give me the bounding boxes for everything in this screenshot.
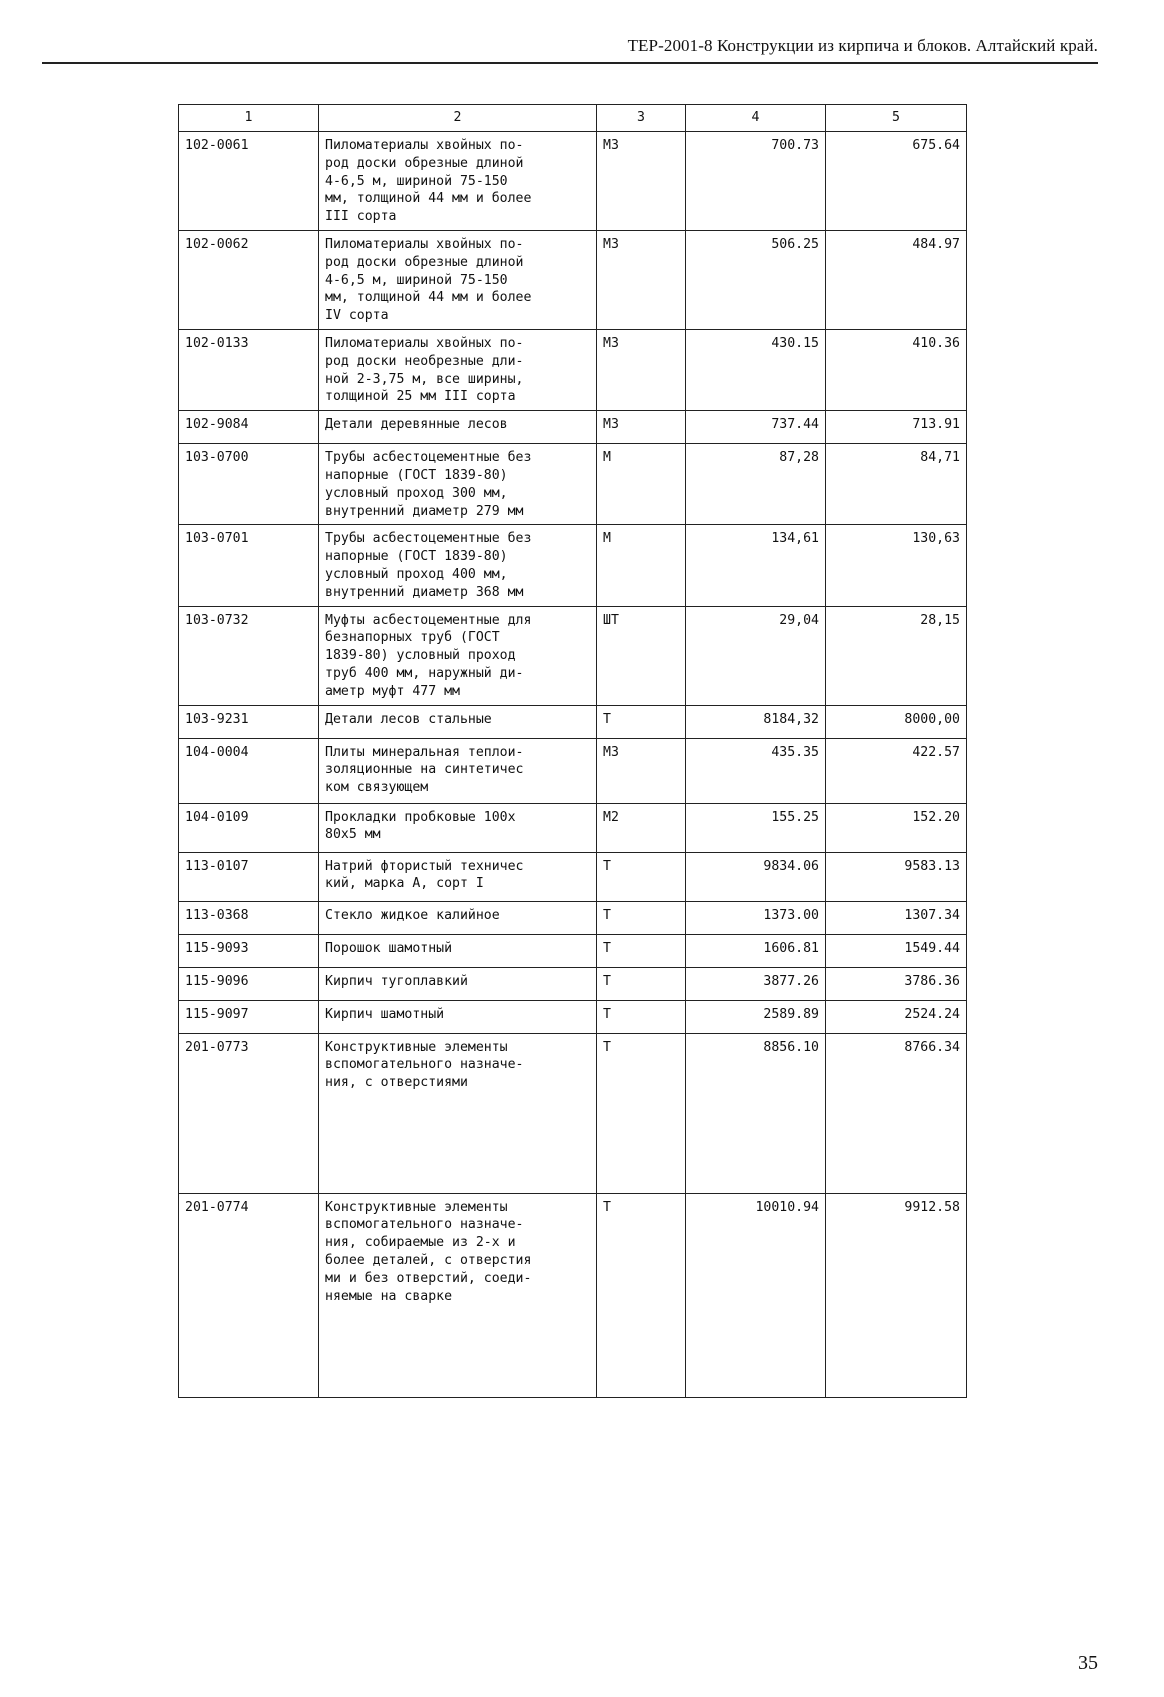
resource-unit: М — [597, 525, 686, 606]
resource-name: Плиты минеральная теплои- золяционные на синтетичес ком связующем — [319, 738, 597, 803]
resource-unit: ШТ — [597, 606, 686, 705]
resource-name: Порошок шамотный — [319, 934, 597, 967]
resource-code: 115-9096 — [179, 967, 319, 1000]
resource-code: 115-9093 — [179, 934, 319, 967]
resource-unit: Т — [597, 967, 686, 1000]
resource-price-1: 2589.89 — [686, 1000, 826, 1033]
resource-price-2: 1549.44 — [826, 934, 967, 967]
resource-price-2: 130,63 — [826, 525, 967, 606]
resource-price-2: 1307.34 — [826, 901, 967, 934]
table-row — [179, 329, 967, 410]
resource-code: 102-0133 — [179, 329, 319, 410]
resource-price-2: 84,71 — [826, 444, 967, 525]
header-rule — [42, 62, 1098, 64]
resource-unit: Т — [597, 1000, 686, 1033]
resource-price-2: 152.20 — [826, 803, 967, 852]
resource-price-2: 484.97 — [826, 230, 967, 329]
resource-price-1: 8184,32 — [686, 705, 826, 738]
resource-name: Пиломатериалы хвойных по- род доски необрезные дли- ной 2-3,75 м, все ширины, толщиной 25 мм III сорта — [319, 329, 597, 410]
resource-code: 102-0061 — [179, 132, 319, 231]
table-row — [179, 411, 967, 444]
resource-unit: Т — [597, 934, 686, 967]
resource-code: 103-9231 — [179, 705, 319, 738]
table-row — [179, 705, 967, 738]
resource-price-1: 737.44 — [686, 411, 826, 444]
resource-price-1: 435.35 — [686, 738, 826, 803]
table-row — [179, 901, 967, 934]
resource-unit: М — [597, 444, 686, 525]
resource-price-1: 29,04 — [686, 606, 826, 705]
resource-unit: Т — [597, 1193, 686, 1397]
resource-code: 113-0368 — [179, 901, 319, 934]
resource-name: Кирпич шамотный — [319, 1000, 597, 1033]
resource-name: Трубы асбестоцементные без напорные (ГОСТ 1839-80) условный проход 400 мм, внутренний диаметр 368 мм — [319, 525, 597, 606]
resource-unit: Т — [597, 852, 686, 901]
column-header-2: 2 — [319, 105, 597, 132]
resource-code: 102-0062 — [179, 230, 319, 329]
table-row — [179, 803, 967, 852]
page-header-title: ТЕР-2001-8 Конструкции из кирпича и блоков. Алтайский край. — [627, 36, 1098, 55]
resource-name: Детали деревянные лесов — [319, 411, 597, 444]
resource-code: 103-0700 — [179, 444, 319, 525]
resource-code: 201-0773 — [179, 1033, 319, 1193]
column-header-3: 3 — [597, 105, 686, 132]
resource-unit: М3 — [597, 132, 686, 231]
resource-name: Стекло жидкое калийное — [319, 901, 597, 934]
resource-code: 104-0004 — [179, 738, 319, 803]
resource-code: 104-0109 — [179, 803, 319, 852]
table-header-row — [179, 105, 967, 132]
resource-price-1: 3877.26 — [686, 967, 826, 1000]
resource-price-1: 700.73 — [686, 132, 826, 231]
resource-price-2: 9583.13 — [826, 852, 967, 901]
resource-name: Натрий фтористый техничес кий, марка А, сорт I — [319, 852, 597, 901]
resource-price-2: 410.36 — [826, 329, 967, 410]
resource-price-2: 8766.34 — [826, 1033, 967, 1193]
resource-name: Конструктивные элементы вспомогательного назначе- ния, с отверстиями — [319, 1033, 597, 1193]
resource-unit: М2 — [597, 803, 686, 852]
resource-price-2: 422.57 — [826, 738, 967, 803]
resource-unit: М3 — [597, 411, 686, 444]
resource-name: Пиломатериалы хвойных по- род доски обрезные длиной 4-6,5 м, шириной 75-150 мм, толщиной 44 мм и более IV сорта — [319, 230, 597, 329]
table-row — [179, 606, 967, 705]
resource-code: 102-9084 — [179, 411, 319, 444]
resource-price-1: 9834.06 — [686, 852, 826, 901]
table-row — [179, 1000, 967, 1033]
resource-price-2: 28,15 — [826, 606, 967, 705]
resource-name: Прокладки пробковые 100х 80х5 мм — [319, 803, 597, 852]
resource-price-2: 713.91 — [826, 411, 967, 444]
table-row — [179, 230, 967, 329]
column-header-5: 5 — [826, 105, 967, 132]
resource-code: 103-0701 — [179, 525, 319, 606]
resource-price-1: 8856.10 — [686, 1033, 826, 1193]
table-row — [179, 1193, 967, 1397]
resource-price-1: 506.25 — [686, 230, 826, 329]
resource-code: 201-0774 — [179, 1193, 319, 1397]
resource-price-1: 1606.81 — [686, 934, 826, 967]
resource-name: Детали лесов стальные — [319, 705, 597, 738]
resource-code: 113-0107 — [179, 852, 319, 901]
table-row — [179, 132, 967, 231]
resource-price-1: 430.15 — [686, 329, 826, 410]
resource-code: 115-9097 — [179, 1000, 319, 1033]
table-row — [179, 967, 967, 1000]
resource-price-1: 1373.00 — [686, 901, 826, 934]
resource-unit: М3 — [597, 230, 686, 329]
resource-price-1: 134,61 — [686, 525, 826, 606]
resource-unit: Т — [597, 901, 686, 934]
column-header-1: 1 — [179, 105, 319, 132]
table-row — [179, 934, 967, 967]
resource-name: Кирпич тугоплавкий — [319, 967, 597, 1000]
table-row — [179, 852, 967, 901]
resource-price-2: 2524.24 — [826, 1000, 967, 1033]
resource-code: 103-0732 — [179, 606, 319, 705]
resource-name: Пиломатериалы хвойных по- род доски обрезные длиной 4-6,5 м, шириной 75-150 мм, толщиной 44 мм и более III сорта — [319, 132, 597, 231]
resource-price-1: 10010.94 — [686, 1193, 826, 1397]
resource-price-2: 9912.58 — [826, 1193, 967, 1397]
resource-unit: Т — [597, 1033, 686, 1193]
table-row — [179, 525, 967, 606]
table-row — [179, 444, 967, 525]
resource-unit: М3 — [597, 738, 686, 803]
table-row — [179, 1033, 967, 1193]
column-header-4: 4 — [686, 105, 826, 132]
page-number: 35 — [1078, 1652, 1098, 1674]
resource-price-1: 155.25 — [686, 803, 826, 852]
resource-price-1: 87,28 — [686, 444, 826, 525]
resource-name: Трубы асбестоцементные без напорные (ГОСТ 1839-80) условный проход 300 мм, внутренний диаметр 279 мм — [319, 444, 597, 525]
resource-price-2: 675.64 — [826, 132, 967, 231]
resource-price-2: 3786.36 — [826, 967, 967, 1000]
resource-name: Конструктивные элементы вспомогательного назначе- ния, собираемые из 2-х и более деталей, с отверстия ми и без отверстий, соеди- няемые на сварке — [319, 1193, 597, 1397]
table-row — [179, 738, 967, 803]
price-table — [178, 104, 967, 1398]
resource-price-2: 8000,00 — [826, 705, 967, 738]
resource-unit: Т — [597, 705, 686, 738]
resource-name: Муфты асбестоцементные для безнапорных труб (ГОСТ 1839-80) условный проход труб 400 мм, наружный ди- аметр муфт 477 мм — [319, 606, 597, 705]
resource-unit: М3 — [597, 329, 686, 410]
